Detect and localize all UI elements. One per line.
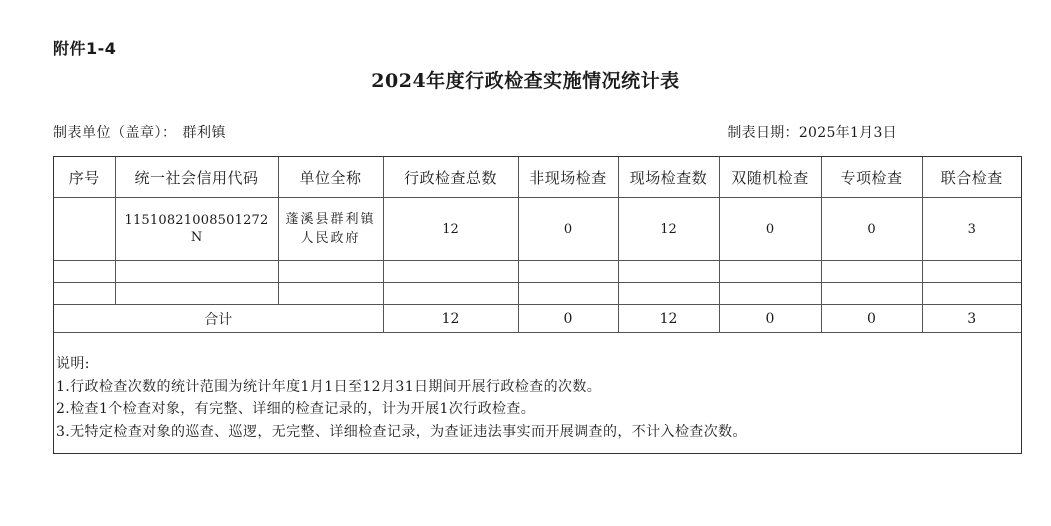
header-offsite: 非现场检查 (518, 157, 618, 198)
total-joint: 3 (922, 305, 1021, 333)
header-random: 双随机检查 (719, 157, 821, 198)
empty-cell (383, 261, 518, 283)
empty-cell (719, 261, 821, 283)
empty-cell (618, 261, 719, 283)
notes-heading: 说明: (56, 356, 90, 372)
empty-cell (278, 261, 383, 283)
document-title: 2024年度行政检查实施情况统计表 (371, 70, 680, 92)
header-credit-code: 统一社会信用代码 (115, 157, 278, 198)
empty-cell (54, 261, 115, 283)
total-label: 合计 (54, 305, 383, 333)
cell-index (54, 198, 115, 261)
total-total: 12 (383, 305, 518, 333)
note-item: 2.检查1个检查对象，有完整、详细的检查记录的，计为开展1次行政检查。 (56, 401, 536, 417)
empty-cell (518, 283, 618, 305)
empty-cell (821, 283, 922, 305)
credit-code-line1: 11510821008501272 (124, 213, 269, 228)
empty-cell (278, 283, 383, 305)
date-label: 制表日期： (727, 125, 799, 141)
note-item: 3.无特定检查对象的巡查、巡逻，无完整、详细检查记录，为查证违法事实而开展调查的，不计入检查次数。 (56, 423, 747, 440)
cell-random: 0 (719, 198, 821, 261)
empty-cell (719, 283, 821, 305)
date-value: 2025年1月3日 (798, 125, 897, 141)
total-onsite: 12 (618, 305, 719, 333)
total-special: 0 (821, 305, 922, 333)
unit-value: 群利镇 (182, 125, 226, 141)
total-offsite: 0 (518, 305, 618, 333)
header-joint: 联合检查 (922, 157, 1021, 198)
empty-cell (518, 261, 618, 283)
table-row-empty (54, 283, 1021, 305)
header-special: 专项检查 (821, 157, 922, 198)
cell-joint: 3 (922, 198, 1021, 261)
header-onsite: 现场检查数 (618, 157, 719, 198)
header-total: 行政检查总数 (383, 157, 518, 198)
cell-total: 12 (383, 198, 518, 261)
cell-offsite: 0 (518, 198, 618, 261)
attachment-label: 附件1-4 (53, 39, 117, 58)
header-index: 序号 (54, 157, 115, 198)
empty-cell (54, 283, 115, 305)
table-total-row (54, 305, 1021, 333)
prepared-date (727, 122, 897, 142)
cell-special: 0 (821, 198, 922, 261)
empty-cell (821, 261, 922, 283)
cell-unit-name: 蓬溪县群利镇人民政府 (278, 198, 383, 261)
statistics-table-frame (53, 156, 1022, 454)
table-row (54, 198, 1021, 261)
note-item: 1.行政检查次数的统计范围为统计年度1月1日至12月31日期间开展行政检查的次数。 (56, 378, 602, 395)
empty-cell (618, 283, 719, 305)
cell-onsite: 12 (618, 198, 719, 261)
empty-cell (383, 283, 518, 305)
empty-cell (115, 261, 278, 283)
empty-cell (922, 261, 1021, 283)
unit-label: 制表单位（盖章）： (53, 125, 177, 141)
statistics-table (54, 157, 1021, 333)
total-random: 0 (719, 305, 821, 333)
prepared-by-unit (53, 122, 226, 142)
notes-section (54, 353, 1021, 443)
header-unit-name: 单位全称 (278, 157, 383, 198)
table-header-row (54, 157, 1021, 198)
empty-cell (922, 283, 1021, 305)
table-row-empty (54, 261, 1021, 283)
credit-code-line2: N (190, 230, 203, 245)
cell-credit-code (115, 198, 278, 261)
empty-cell (115, 283, 278, 305)
